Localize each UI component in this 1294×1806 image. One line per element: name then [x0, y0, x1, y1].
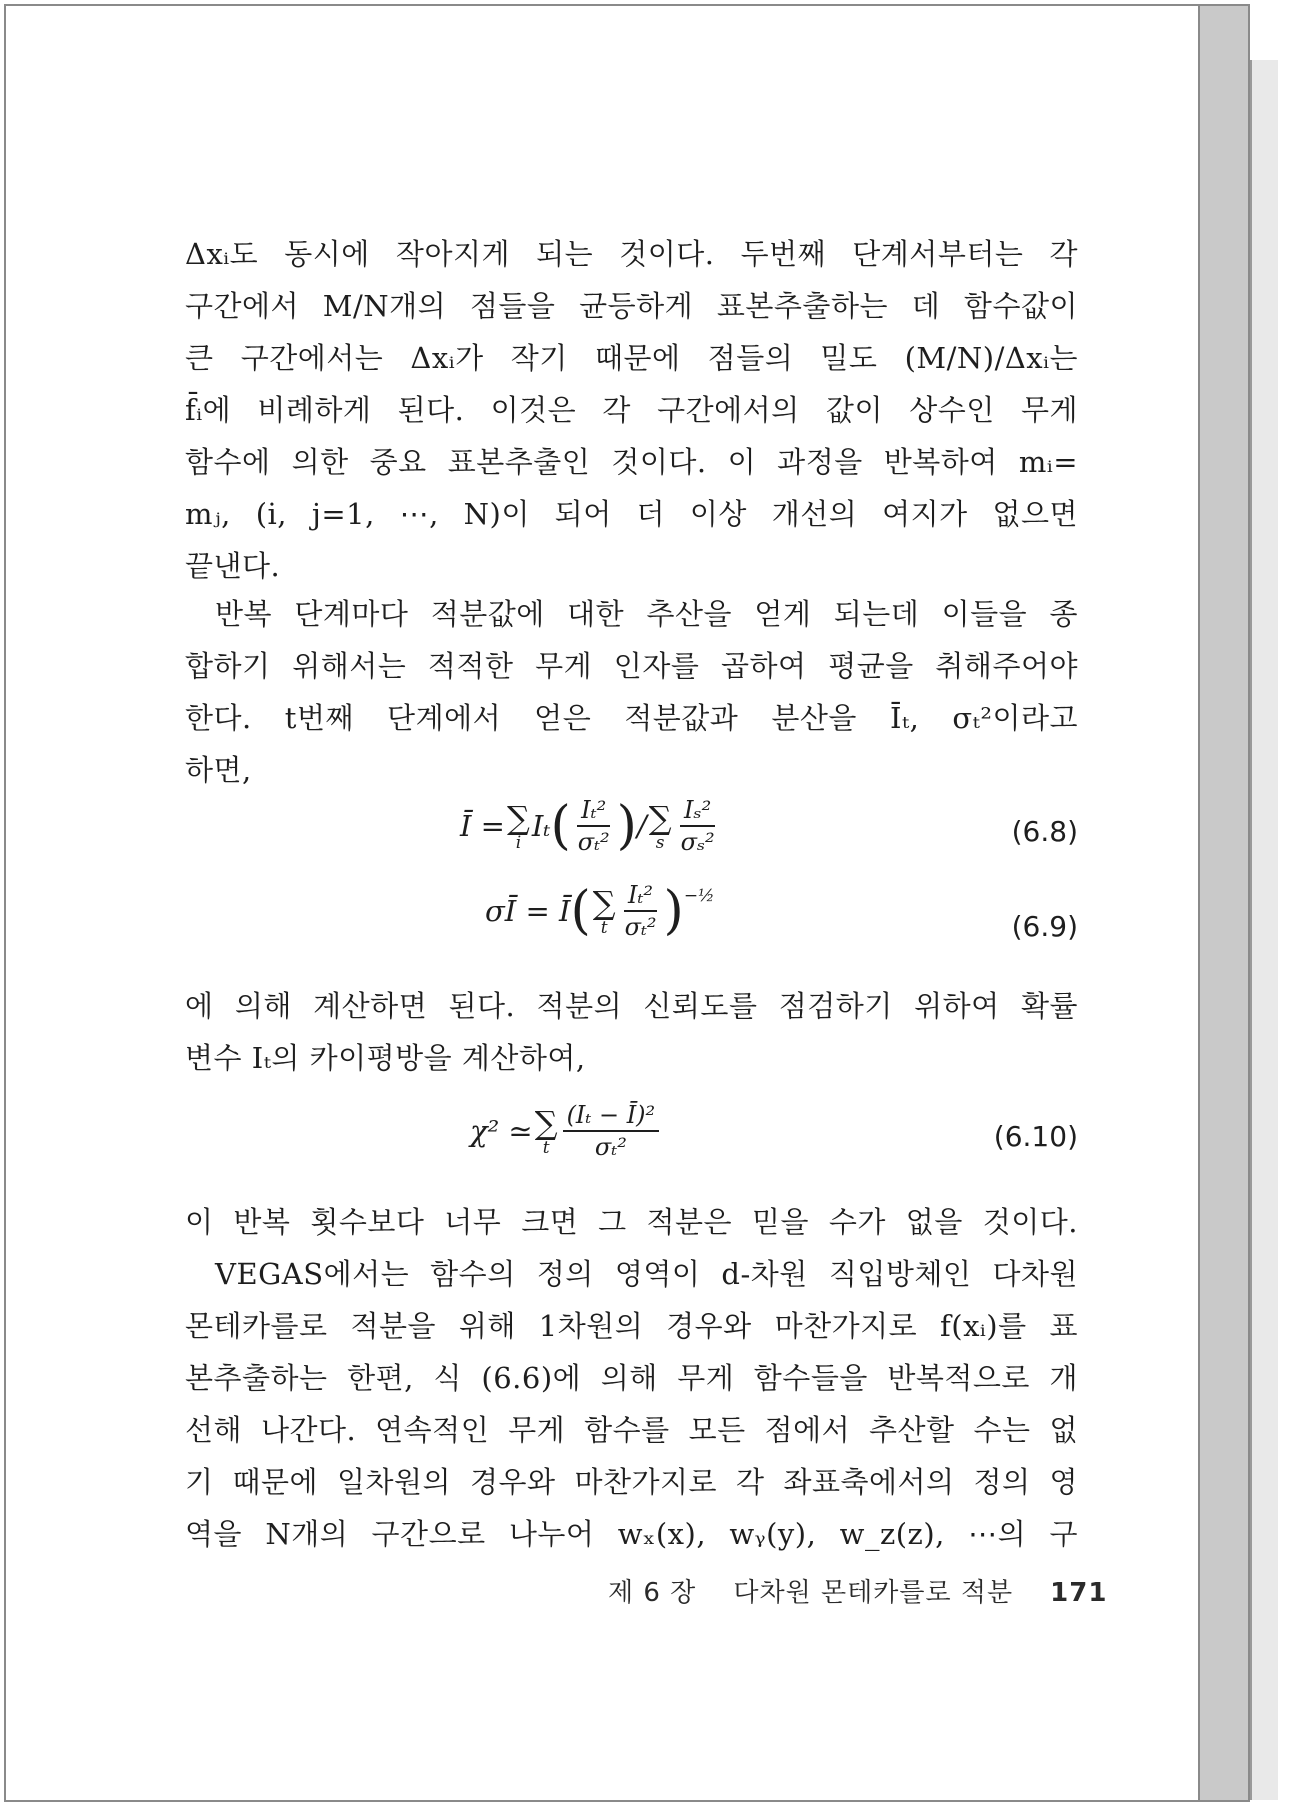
paragraph-1	[185, 228, 1078, 592]
text-line: 반복 단계마다 적분값에 대한 추산을 얻게 되는데 이들을 종	[215, 597, 1078, 631]
text-line: 큰 구간에서는 Δxᵢ가 작기 때문에 점들의 밀도 (M/N)/Δxᵢ는	[185, 341, 1078, 375]
equation-slash: /	[636, 809, 647, 843]
text-line: 이 반복 횟수보다 너무 크면 그 적분은 믿을 수가 없을 것이다.	[185, 1205, 1078, 1239]
paragraph-3	[185, 980, 1078, 1084]
equation-number: (6.10)	[993, 1120, 1078, 1153]
sum-symbol: ∑ t	[592, 884, 616, 938]
text-line: 함수에 의한 중요 표본추출인 것이다. 이 과정을 반복하여 mᵢ=	[185, 445, 1078, 479]
text-line: 역을 N개의 구간으로 나누어 wₓ(x), wᵧ(y), w_z(z), ⋯의 구	[185, 1517, 1078, 1551]
fraction: $\frac{\text{Iₜ²}}{\text{σₜ²}}$	[577, 796, 610, 856]
paragraph-5	[185, 1248, 1078, 1560]
equation-number: (6.9)	[1011, 910, 1078, 943]
page-footer	[608, 1572, 1107, 1609]
equation-6-9: σĪ = Ī ( ∑ t $\frac{\text{Iₜ²}}{\text{σₜ²}}$ ) $^{-\frac{1}{2}}$ (6.9)	[485, 881, 1078, 943]
sum-symbol: ∑ s	[648, 799, 672, 853]
text-line: 구간에서 M/N개의 점들을 균등하게 표본추출하는 데 함수값이	[185, 289, 1078, 323]
fraction: $\frac{\text{(Iₜ − Ī)²}}{\text{σₜ²}}$	[563, 1100, 660, 1162]
text-line: 변수 Iₜ의 카이평방을 계산하여,	[185, 1041, 586, 1075]
text-line: 선해 나간다. 연속적인 무게 함수를 모든 점에서 추산할 수는 없	[185, 1413, 1078, 1447]
sum-symbol: ∑ i	[506, 799, 530, 853]
paragraph-4	[185, 1196, 1078, 1248]
equation-lhs: Ī =	[460, 809, 505, 843]
text-line: 몬테카를로 적분을 위해 1차원의 경우와 마찬가지로 f(xᵢ)를 표	[185, 1309, 1078, 1343]
sum-symbol: ∑ t	[534, 1104, 558, 1158]
text-line: f̄ᵢ에 비례하게 된다. 이것은 각 구간에서의 값이 상수인 무게	[185, 393, 1078, 427]
fraction: $\frac{\text{Iₜ²}}{\text{σₜ²}}$	[624, 881, 657, 941]
page-number: 171	[1050, 1578, 1108, 1608]
text-line: VEGAS에서는 함수의 정의 영역이 d-차원 직입방체인 다차원	[215, 1257, 1078, 1291]
text-line: 하면,	[185, 753, 252, 787]
paragraph-2	[185, 588, 1078, 796]
text-line: mⱼ, (i, j=1, ⋯, N)이 되어 더 이상 개선의 여지가 없으면	[185, 497, 1078, 531]
chapter-label: 제 6 장	[608, 1578, 697, 1608]
text-line: 에 의해 계산하면 된다. 적분의 신뢰도를 점검하기 위하여 확률	[185, 989, 1078, 1023]
equation-6-10	[185, 1100, 1078, 1180]
text-line: 한다. t번째 단계에서 얻은 적분값과 분산을 Īₜ, σₜ²이라고	[185, 701, 1078, 735]
text-line: Δxᵢ도 동시에 작아지게 되는 것이다. 두번째 단계서부터는 각	[185, 237, 1078, 271]
book-edge-shadow	[1250, 60, 1278, 1800]
text-line: 기 때문에 일차원의 경우와 마찬가지로 각 좌표축에서의 정의 영	[185, 1465, 1078, 1499]
text-line: 끝낸다.	[185, 549, 281, 583]
fraction: $\frac{\text{Iₛ²}}{\text{σₛ²}}$	[680, 796, 715, 856]
equation-lhs: σĪ = Ī	[485, 894, 571, 928]
equation-term: Iₜ	[531, 809, 551, 843]
text-line: 합하기 위해서는 적적한 무게 인자를 곱하여 평균을 취해주어야	[185, 649, 1078, 683]
chapter-title: 다차원 몬테카를로 적분	[733, 1578, 1014, 1608]
equation-number: (6.8)	[1011, 815, 1078, 848]
equation-6-8: Ī = ∑ i Iₜ ( $\frac{\text{Iₜ²}}{\text{σₜ²}}$ ) / ∑ s $\frac{\text{Iₛ²}}{\text{σₛ²}}$ (6.8)	[460, 796, 1078, 856]
book-spine	[1200, 4, 1250, 1802]
equation-lhs: χ² ≃	[470, 1114, 533, 1148]
text-line: 본추출하는 한편, 식 (6.6)에 의해 무게 함수들을 반복적으로 개	[185, 1361, 1078, 1395]
exponent: −½	[683, 886, 715, 906]
